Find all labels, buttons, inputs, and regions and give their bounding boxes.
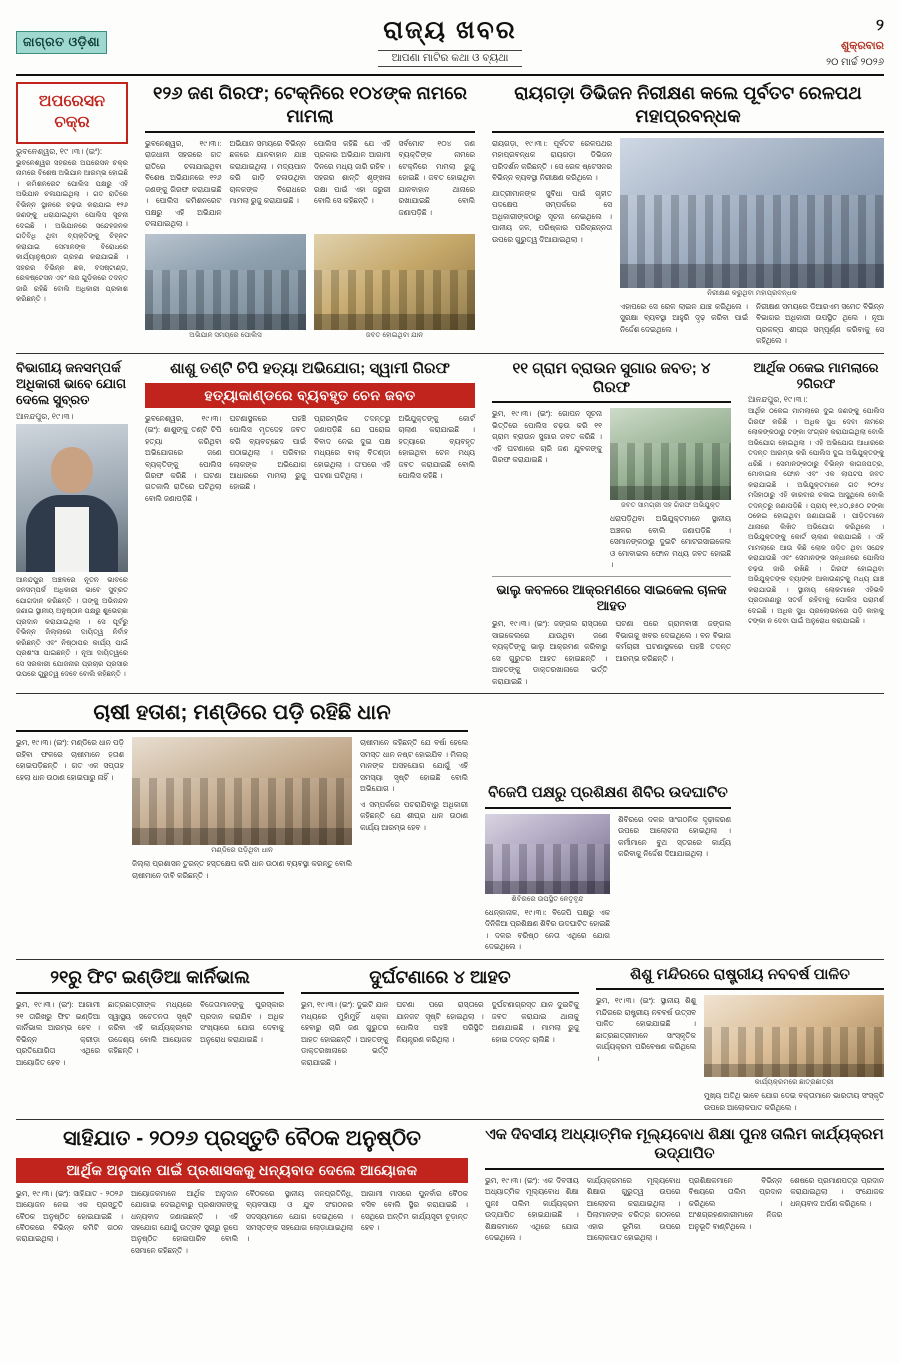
railway-headline: ରାୟଗଡ଼ା ଡିଭିଜନ ନିରୀକ୍ଷଣ କଲେ ପୂର୍ବତଟ ରେଳପଥ ମହାପ୍ରବନ୍ଧକ <box>492 82 884 133</box>
accident-story <box>301 966 579 1068</box>
arrest-col-1: ଭୁବନେଶ୍ୱର, ୧୯।୩।: ରାଜଧାନୀ ସହରରେ ଗତ ରାତିରେ ଚଳାଯାଇଥିବା ବିଶେଷ ଅଭିଯାନରେ ୧୨୬ ଜଣଙ୍କୁ ଗିରଫ କରାଯାଇଛି । ପୋଲିସ କମିଶନରେଟ ପକ୍ଷରୁ ଏହି ଅଭିଯାନ ଚଳାଯାଇଥିଲା । <box>145 139 222 229</box>
arrest-col-4: ସର୍ବମୋଟ ୧୦୪ ଜଣ ବ୍ୟକ୍ତିଙ୍କ ନାମରେ ଟେକ୍ନିରେ ମାମଲା ରୁଜୁ ହୋଇଛି । ଜବତ ହୋଇଥିବା ଯାନବାହାନ ଥାନାରେ ରଖାଯାଇଛି ବୋଲି ଜଣାପଡ଼ିଛି । <box>398 139 475 217</box>
spiritual-training-story <box>485 1126 884 1243</box>
school-col-1: ଭୁମ, ୧୯।୩। (ଇଂ): ସ୍ଥାନୀୟ ଶିଶୁ ମନ୍ଦିରରେ ରାଷ୍ଟ୍ରୀୟ ନବବର୍ଷ ଉତ୍ସବ ପାଳିତ ହୋଇଯାଇଛି । ଛାତ୍ରଛାତ୍ରୀମାନେ ସାଂସ୍କୃତିକ କାର୍ଯ୍ୟକ୍ରମ ପରିବେଷଣ କରିଥିଲେ । <box>596 996 696 1063</box>
pro-photo <box>16 424 128 572</box>
arrest-col-3: ପୋଲିସ କହିଛି ଯେ ଏହି ପ୍ରକାର ଅଭିଯାନ ଆଗାମୀ ଦିନରେ ମଧ୍ୟ ଜାରି ରହିବ । ସହରର ଶାନ୍ତି ଶୃଙ୍ଖଳା ରକ୍ଷା ପାଇଁ ଏହା ଜରୁରୀ ବୋଲି ସେ କହିଛନ୍ତି । <box>314 139 391 206</box>
masthead-right <box>754 14 884 70</box>
railway-col-2: ଯାତ୍ରୀମାନଙ୍କ ସୁବିଧା ପାଇଁ ଗୃହୀତ ପଦକ୍ଷେପ ସମ୍ପର୍କରେ ସେ ଅଧିକାରୀଙ୍କଠାରୁ ସୂଚନା ନେଇଥିଲେ । ପାନୀୟ ଜଳ, ପରିଷ୍କାର ପରିଚ୍ଛନ୍ନତା ଉପରେ ଗୁରୁତ୍ୱ ଦିଆଯାଇଥିଲା । <box>492 188 612 244</box>
spiritual-col-3: ପ୍ରଶିକ୍ଷକମାନେ ବିଭିନ୍ନ ବିଷୟରେ ତାଲିମ ପ୍ରଦାନ କରିଥିଲେ । ଅଂଶଗ୍ରହଣକାରୀମାନେ ନିଜର ଅନୁଭୂତି ବାଣ୍ଟିଥିଲେ । <box>688 1175 783 1231</box>
farmer-col-4: ଏ ସମ୍ପର୍କରେ ପଚରାଯିବାରୁ ଅଧିକାରୀ କହିଛନ୍ତି ଯେ ଶୀଘ୍ର ଧାନ ଉଠାଣ କାର୍ଯ୍ୟ ଆରମ୍ଭ ହେବ । <box>360 799 468 832</box>
murder-col-4: ଅଭିଯୁକ୍ତଙ୍କୁ କୋର୍ଟ ଚାଲାଣ କରାଯାଇଛି । ହତ୍ୟାରେ ବ୍ୟବହୃତ ହୋଇଥିବା ଚେନ ମଧ୍ୟ ଜବତ କରାଯାଇଛି ବୋଲି ପୋଲିସ କହିଛି । <box>398 413 475 480</box>
arrest-photo-2 <box>314 234 475 330</box>
spiritual-col-1: ଭୁମ, ୧୯।୩। (ଇଂ): ଏକ ଦିବସୀୟ ଅଧ୍ୟାତ୍ମିକ ମୂଲ୍ୟବୋଧ ଶିକ୍ଷା ପୁନଃ ତାଲିମ କାର୍ଯ୍ୟକ୍ରମ ଉଦ୍‌ଯାପିତ ହୋଇଯାଇଛି । ଶିକ୍ଷକମାନେ ଏଥିରେ ଯୋଗ ଦେଇଥିଲେ । <box>485 1175 579 1243</box>
spiritual-col-2: କାର୍ଯ୍ୟକ୍ରମରେ ମୂଲ୍ୟବୋଧ ଶିକ୍ଷାର ଗୁରୁତ୍ୱ ଉପରେ ଆଲୋଚନା କରାଯାଇଥିଲା । ପିଲାମାନଙ୍କ ଚରିତ୍ର ଗଠନରେ ଏହାର ଭୂମିକା ଉପରେ ଆଲୋକପାତ ହୋଇଥିଲା । <box>586 1175 681 1243</box>
murder-subhead: ହତ୍ୟାକାଣ୍ଡରେ ବ୍ୟବହୃତ ଚେନ ଜବତ <box>145 383 475 408</box>
school-col-2: ମୁଖ୍ୟ ଅତିଥି ଭାବେ ଯୋଗ ଦେଇ ବକ୍ତାମାନେ ଭାରତୀୟ ସଂସ୍କୃତି ଉପରେ ଆଲୋକପାତ କରିଥିଲେ । <box>704 1091 884 1112</box>
masthead-subtitle: ଆପଣା ମାଟିର କଥା ଓ ବ୍ୟଥା <box>378 50 523 67</box>
spiritual-headline: ଏକ ଦିବସୀୟ ଅଧ୍ୟାତ୍ମିକ ମୂଲ୍ୟବୋଧ ଶିକ୍ଷା ପୁନଃ ତାଲିମ କାର୍ଯ୍ୟକ୍ରମ ଉଦ୍‌ଯାପିତ <box>485 1126 884 1170</box>
arrest-story <box>145 82 475 340</box>
arrest-caption-2: ଜବତ ହୋଇଥିବା ଯାନ <box>365 331 424 339</box>
bjp-col-2: ଶିବିରରେ ଦଳର ସାଂଗଠନିକ ଦୃଢ଼ୀକରଣ ଉପରେ ଆଲୋଚନା ହୋଇଥିଲା । କର୍ମୀମାନେ ବୁଥ ସ୍ତରରେ କାର୍ଯ୍ୟ କରିବାକୁ ନିର୍ଦ୍ଦେଶ ଦିଆଯାଇଥିଲା । <box>618 814 731 859</box>
publication-day: ଶୁକ୍ରବାର <box>841 40 884 53</box>
fit-india-story <box>16 966 284 1068</box>
spiritual-col-4: ଶେଷରେ ପ୍ରମାଣପତ୍ର ପ୍ରଦାନ କରାଯାଇଥିଲା । ସଂଯୋଜକ ଧନ୍ୟବାଦ ଅର୍ପଣ କରିଥିଲେ । <box>790 1175 884 1208</box>
school-headline: ଶିଶୁ ମନ୍ଦିରରେ ରାଷ୍ଟ୍ରୀୟ ନବବର୍ଷ ପାଳିତ <box>596 966 884 991</box>
school-caption: କାର୍ଯ୍ୟକ୍ରମରେ ଛାତ୍ରଛାତ୍ରୀ <box>754 1079 834 1087</box>
operation-chakra-body: ଭୁବନେଶ୍ୱର ସହରରେ ଅପରେସନ ଚକ୍ର ନାମରେ ବିଶେଷ ଅଭିଯାନ ଆରମ୍ଭ ହୋଇଛି । କମିଶନରେଟ ପୋଲିସ ପକ୍ଷରୁ ଏହି ଅଭିଯାନ ଚଳାଯାଇଥିଲା । ଗତ ରାତିରେ ବିଭିନ୍ନ ସ୍ଥାନରେ ଚଢ଼ଉ କରାଯାଇ ୧୨୬ ଜଣଙ୍କୁ ଧରାଯାଇଥିବା ପୋଲିସ ସୂଚନା ଦେଇଛି । ଅଭିଯାନରେ ସନ୍ଦେହଜନକ ଗତିବିଧି ଥିବା ବ୍ୟକ୍ତିଙ୍କୁ ଚିହ୍ନଟ କରାଯାଇ ସେମାନଙ୍କ ବିରୋଧରେ କାର୍ଯ୍ୟାନୁଷ୍ଠାନ ଗ୍ରହଣ କରାଯାଇଛି । ସହରର ବିଭିନ୍ନ ଛକ, ବସଷ୍ଟାଣ୍ଡ, ରେଳଷ୍ଟେସନ ଏବଂ ଲଜ ଗୁଡ଼ିକରେ ତଦନ୍ତ ଜାରି ରହିଛି ବୋଲି ଅଧିକାରୀ ପ୍ରକାଶ କରିଛନ୍ତି । <box>16 159 128 304</box>
school-story <box>596 966 884 1114</box>
railway-col-3: ଏହାପରେ ସେ ରେଳ ଲାଇନ ଯାଞ୍ଚ କରିଥିଲେ । ସୁରକ୍ଷା ବ୍ୟବସ୍ଥା ଆହୁରି ଦୃଢ଼ କରିବା ପାଇଁ ନିର୍ଦ୍ଦେଶ ଦେଇଥିଲେ । <box>620 302 748 334</box>
murder-col-1: ଭୁବନେଶ୍ୱର, ୧୯।୩। (ଇଂ): ଶାଶୁଙ୍କୁ ତଣ୍ଟି ଚିପି ହତ୍ୟା କରିଥିବା ଅଭିଯୋଗରେ ଜଣେ ବ୍ୟକ୍ତିଙ୍କୁ ପୋଲିସ ଗିରଫ କରିଛି । ଘଟଣା ଗତକାଲି ରାତିରେ ଘଟିଥିଲା ବୋଲି ଜଣାପଡ଼ିଛି । <box>145 413 222 503</box>
arrest-headline: ୧୨୬ ଜଣ ଗିରଫ; ଟେକ୍ନିରେ ୧୦୪ଙ୍କ ନାମରେ ମାମଲା <box>145 82 475 133</box>
bear-col-1: ଭୁମ, ୧୯।୩। (ଇଂ): ଜଙ୍ଗଲ ରାସ୍ତାରେ ସାଇକେଲରେ ଯାଉଥିବା ଜଣେ ବ୍ୟକ୍ତିଙ୍କୁ ଭାଲୁ ଆକ୍ରମଣ କରିବାରୁ ସେ ଗୁରୁତର ଆହତ ହୋଇଛନ୍ତି । ଆହତଙ୍କୁ ଡାକ୍ତରଖାନାରେ ଭର୍ତ୍ତି କରାଯାଇଛି । <box>492 619 608 686</box>
fit-india-col-1: ଭୁମ, ୧୯।୩। (ଇଂ): ଆଗାମୀ ୨୧ ତାରିଖରୁ ଫିଟ ଇଣ୍ଡିଆ କାର୍ନିଭାଲ ଆରମ୍ଭ ହେବ । ବିଭିନ୍ନ କ୍ରୀଡ଼ା ପ୍ରତିଯୋଗିତା ଏଥିରେ ଆୟୋଜିତ ହେବ । <box>16 1000 100 1067</box>
finance-headline: ଆର୍ଥିକ ଠକେଇ ମାମଲାରେ ୨ଗିରଫ <box>753 359 879 392</box>
finance-body: ଆର୍ଥିକ ଠକେଇ ମାମଲାରେ ଦୁଇ ଜଣଙ୍କୁ ପୋଲିସ ଗିରଫ କରିଛି । ଅଧିକ ସୁଧ ଦେବା ନାମରେ ଲୋକଙ୍କଠାରୁ ଟଙ୍କା ସଂଗ୍ରହ କରାଯାଇଥିଲା ବୋଲି ଅଭିଯୋଗ ହୋଇଥିଲା । ଏହି ଅଭିଯୋଗ ଆଧାରରେ ତଦନ୍ତ ଆରମ୍ଭ କରି ପୋଲିସ ଦୁଇ ଅଭିଯୁକ୍ତଙ୍କୁ ଧରିଛି । ସେମାନଙ୍କଠାରୁ ବିଭିନ୍ନ କାଗଜପତ୍ର, ମୋବାଇଲ ଫୋନ ଏବଂ ଏକ ଲାପଟପ ଜବତ କରାଯାଇଛି । ଅଭିଯୁକ୍ତମାନେ ଗତ ୨୦୨୪ ମସିହାଠାରୁ ଏହି କାରବାର ଚଳାଇ ଆସୁଥିଲେ ବୋଲି ତଦନ୍ତରୁ ଜଣାପଡ଼ିଛି । ପ୍ରାୟ ୧୧,୪୦,୭୫୦ ଟଙ୍କା ଠକେଇ ହୋଇଥିବା ଜଣାଯାଇଛି । ପୀଡ଼ିତମାନେ ଥାନାରେ ଲିଖିତ ଅଭିଯୋଗ କରିଥିଲେ । ଅଭିଯୁକ୍ତଙ୍କୁ କୋର୍ଟ ଚାଲାଣ କରାଯାଇଛି । ଏହି ମାମଲାରେ ଆଉ କିଛି ଲୋକ ଜଡ଼ିତ ଥିବା ସନ୍ଦେହ କରାଯାଉଛି ଏବଂ ସେମାନଙ୍କ ସନ୍ଧାନରେ ପୋଲିସ ଚଢ଼ଉ ଜାରି ରଖିଛି । ଗିରଫ ହୋଇଥିବା ଅଭିଯୁକ୍ତଙ୍କ ବ୍ୟାଙ୍କ ଆକାଉଣ୍ଟକୁ ମଧ୍ୟ ଯାଞ୍ଚ କରାଯାଉଛି । ସ୍ଥାନୀୟ ଲୋକମାନେ ଏହିଭଳି ପ୍ରତାରଣାରୁ ସତର୍କ ରହିବାକୁ ପୋଲିସ ପରାମର୍ଶ ଦେଇଛି । ଅଧିକ ସୁଧ ପ୍ରଲୋଭନରେ ପଡ଼ି କାହାକୁ ଟଙ୍କା ନ ଦେବା ପାଇଁ ଅନୁରୋଧ କରାଯାଇଛି । <box>748 408 884 626</box>
operation-chakra-byline: ଭୁବନେଶ୍ୱର, ୧୯ ।୩। (ଇଂ): <box>16 146 103 156</box>
murder-headline: ଶାଶୁ ତଣ୍ଟି ଚିପି ହତ୍ୟା ଅଭିଯୋଗ; ସ୍ୱାମୀ ଗିରଫ <box>170 359 450 377</box>
masthead-left <box>16 14 146 70</box>
page-number: ୨ <box>876 17 884 35</box>
bjp-col-1: ଧେନ୍କାନାଳ, ୧୯।୩।: ବିଜେପି ପକ୍ଷରୁ ଏକ ଦିନିକିଆ ପ୍ରଶିକ୍ଷଣ ଶିବିର ଉଦଘାଟିତ ହୋଇଛି । ଦଳର ବରିଷ୍ଠ ନେତା ଏଥିରେ ଯୋଗ ଦେଇଥିଲେ । <box>485 907 610 952</box>
accident-col-3: ଦୁର୍ଘଟଣାଗ୍ରସ୍ତ ଯାନ ଦୁଇଟିକୁ ଜବତ କରାଯାଇ ଥାନାକୁ ଅଣାଯାଇଛି । ମାମଲା ରୁଜୁ ହୋଇ ତଦନ୍ତ ଚାଲିଛି । <box>491 1000 579 1044</box>
masthead <box>16 14 884 76</box>
farmer-col-1: ଭୁମ, ୧୯।୩। (ଇଂ): ମଣ୍ଡିରେ ଧାନ ପଡ଼ି ରହିବା ଫଳରେ ଚାଷୀମାନେ ହତାଶ ହୋଇପଡ଼ିଛନ୍ତି । ଗତ ଏକ ସପ୍ତାହ ହେଲା ଧାନ ଉଠାଣ ହୋଇପାରୁ ନାହିଁ । <box>16 738 124 782</box>
bjp-filler <box>485 700 731 784</box>
arrest-col-2: ଅଭିଯାନ ସମୟରେ ବିଭିନ୍ନ ଛକରେ ଯାନବାହାନ ଯାଞ୍ଚ କରାଯାଇଥିଲା । ମଦ୍ୟପାନ କରି ଗାଡ଼ି ଚଳାଉଥିବା ଚାଳକଙ୍କ ବିରୋଧରେ ମାମଲା ରୁଜୁ କରାଯାଇଛି । <box>229 139 306 206</box>
sahijata-col-2: ଆୟୋଜକମାନେ ଆର୍ଥିକ ଅନୁଦାନ ଯୋଗାଇ ଦେଇଥିବାରୁ ପ୍ରଶାସକଙ୍କୁ ଧନ୍ୟବାଦ ଜଣାଇଛନ୍ତି । ଏହି ସହଯୋଗ ଯୋଗୁଁ ଉତ୍ସବ ସୁଚାରୁ ରୂପେ ଅନୁଷ୍ଠିତ ହୋଇପାରିବ ବୋଲି ସେମାନେ କହିଛନ୍ତି । <box>131 1188 238 1255</box>
operation-chakra-block <box>16 82 128 306</box>
bjp-headline: ବିଜେପି ପକ୍ଷରୁ ପ୍ରଶିକ୍ଷଣ ଶିବିର ଉଦଘାଟିତ <box>485 784 731 809</box>
bjp-story <box>485 700 731 953</box>
publication-logo: ଜାଗ୍ରତ ଓଡ଼ିଶା <box>16 31 107 54</box>
pro-body: ଆନନ୍ଦପୁର ଅଞ୍ଚଳରେ ନୂତନ ଭାବରେ ଜନସମ୍ପର୍କ ଅଧିକାରୀ ଭାବେ ସୁବ୍ରତ ଯୋଗଦାନ କରିଛନ୍ତି । ତାଙ୍କୁ ଅଭିନନ୍ଦନ ଜଣାଇ ସ୍ଥାନୀୟ ଅନୁଷ୍ଠାନ ପକ୍ଷରୁ ଶୁଭେଚ୍ଛା ପ୍ରଦାନ କରାଯାଇଥିଲା । ସେ ପୂର୍ବରୁ ବିଭିନ୍ନ ଜିଲ୍ଲାରେ ଦାୟିତ୍ୱ ନିର୍ବାହ କରିଛନ୍ତି ଏବଂ ନିଷ୍ଠାପର କାର୍ଯ୍ୟ ପାଇଁ ପ୍ରଶଂସା ପାଇଛନ୍ତି । ନୂଆ ଦାୟିତ୍ୱରେ ସେ ସରକାରୀ ଯୋଜନାର ପ୍ରଚାର ପ୍ରସାର ଉପରେ ଗୁରୁତ୍ୱ ଦେବେ ବୋଲି କହିଛନ୍ତି । <box>16 576 128 679</box>
arrest-photo-1 <box>145 234 306 330</box>
sahijata-subhead: ଆର୍ଥିକ ଅନୁଦାନ ପାଇଁ ପ୍ରଶାସକକୁ ଧନ୍ୟବାଦ ଦେଲେ ଆୟୋଜକ <box>16 1158 468 1183</box>
sugar-col-2: ଧରାପଡ଼ିଥିବା ଅଭିଯୁକ୍ତମାନେ ସ୍ଥାନୀୟ ଅଞ୍ଚଳର ବୋଲି ଜଣାପଡ଼ିଛି । ସେମାନଙ୍କଠାରୁ ଦୁଇଟି ମୋଟରସାଇକେଲ ଓ ମୋବାଇଲ ଫୋନ ମଧ୍ୟ ଜବତ ହୋଇଛି । <box>610 514 731 570</box>
railway-col-1: ରାୟଗଡ଼ା, ୧୯।୩।: ପୂର୍ବତଟ ରେଳପଥର ମହାପ୍ରବନ୍ଧକ ରାୟଗଡ଼ା ଡିଭିଜନ ପରିଦର୍ଶନ କରିଛନ୍ତି । ସେ ରେଳ ଷ୍ଟେସନର ବିଭିନ୍ନ ବ୍ୟବସ୍ଥା ନିରୀକ୍ଷଣ କରିଥିଲେ । <box>492 139 612 183</box>
sahijata-story <box>16 1126 468 1256</box>
fit-india-col-2: ଛାତ୍ରଛାତ୍ରୀଙ୍କ ମଧ୍ୟରେ ସ୍ୱାସ୍ଥ୍ୟ ସଚେତନତା ସୃଷ୍ଟି କରିବା ଏହି କାର୍ଯ୍ୟକ୍ରମର ଉଦ୍ଦେଶ୍ୟ ବୋଲି ଆୟୋଜକ କହିଛନ୍ତି । <box>108 1000 192 1056</box>
finance-story <box>748 360 884 628</box>
railway-story <box>492 82 884 347</box>
bear-headline: ଭାଲୁ କବଳରେ ଆକ୍ରମଣରେ ସାଇକେଲ ଚାଳକ ଆହତ <box>496 581 727 613</box>
pro-headline: ବିଭାଗୀୟ ଜନସମ୍ପର୍କ ଅଧିକାରୀ ଭାବେ ଯୋଗ ଦେଲେ ସୁବ୍ରତ <box>16 359 127 408</box>
farmer-caption: ମଣ୍ଡିରେ ପଡ଼ିଥିବା ଧାନ <box>211 847 273 855</box>
sugar-headline: ୧୧ ଗ୍ରାମ ବ୍ରାଉନ ସୁଗାର ଜବତ; ୪ ଗିରଫ <box>492 360 731 404</box>
farmer-col-2: ଚାଷୀମାନେ କହିଛନ୍ତି ଯେ ବର୍ଷା ହେଲେ ସମସ୍ତ ଧାନ ନଷ୍ଟ ହୋଇଯିବ । ମିଲର୍ ମାନଙ୍କ ଅସହଯୋଗ ଯୋଗୁଁ ଏହି ସମସ୍ୟା ସୃଷ୍ଟି ହୋଇଛି ବୋଲି ଅଭିଯୋଗ । <box>360 738 468 794</box>
accident-col-2: ଘଟଣା ପରେ ରାସ୍ତାରେ ଯାନଜଟ ସୃଷ୍ଟି ହୋଇଥିଲା । ପୋଲିସ ପହଞ୍ଚି ପରିସ୍ଥିତି ନିୟନ୍ତ୍ରଣ କରିଥିଲା । <box>396 1000 484 1044</box>
bjp-photo <box>485 814 610 894</box>
railway-caption: ନିରୀକ୍ଷଣ କରୁଥିବା ମହାପ୍ରବନ୍ଧକ <box>707 290 797 297</box>
publication-date: ୨୦ ମାର୍ଚ୍ଚ ୨୦୨୬ <box>826 56 884 68</box>
pro-appointment-story <box>16 360 128 681</box>
bear-col-2: ଘଟଣା ପରେ ଗ୍ରାମବାସୀ ଜଙ୍ଗଲ ବିଭାଗକୁ ଖବର ଦେଇଥିଲେ । ବନ ବିଭାଗ କର୍ମଚାରୀ ଘଟଣାସ୍ଥଳରେ ପହଞ୍ଚି ତଦନ୍ତ ଆରମ୍ଭ କରିଛନ୍ତି । <box>615 619 731 663</box>
farmer-headline: ଚାଷୀ ହତାଶ; ମଣ୍ଡିରେ ପଡ଼ି ରହିଛି ଧାନ <box>16 700 468 732</box>
page-title: ରାଜ୍ୟ ଖବର <box>383 16 517 44</box>
sahijata-headline: ସାହିଯାତ - ୨୦୨୬ ପ୍ରସ୍ତୁତି ବୈଠକ ଅନୁଷ୍ଠିତ <box>62 1127 422 1151</box>
masthead-center <box>146 14 754 70</box>
operation-chakra-title: ଅପରେସନ ଚକ୍ର <box>16 82 128 144</box>
sahijata-col-4: ଆଗାମୀ ମାସରେ ପୁନର୍ବାର ବୈଠକ ବସିବ ବୋଲି ସ୍ଥିର କରାଯାଇଛି । ସେଥିରେ ଅନ୍ତିମ କାର୍ଯ୍ୟସୂଚୀ ଚୂଡ଼ାନ୍ତ ହେବ । <box>361 1188 468 1232</box>
sahijata-col-3: ବୈଠକରେ ସ୍ଥାନୀୟ ଜନପ୍ରତିନିଧି, ବ୍ୟବସାୟୀ ଓ ଯୁବ ସଂଗଠନର ସଦସ୍ୟମାନେ ଯୋଗ ଦେଇଥିଲେ । ସମସ୍ତଙ୍କ ସହଯୋଗ ଲୋଡ଼ାଯାଇଥିଲା । <box>246 1188 353 1244</box>
sugar-caption: ଜବତ ସାମଗ୍ରୀ ସହ ଗିରଫ ଅଭିଯୁକ୍ତ <box>621 502 720 510</box>
murder-col-3: ପ୍ରାରମ୍ଭିକ ତଦନ୍ତରୁ ଜଣାପଡ଼ିଛି ଯେ ଘରୋଇ ବିବାଦ ନେଇ ଦୁଇ ପକ୍ଷ ମଧ୍ୟରେ ବାକ୍ ବିତଣ୍ଡା ହୋଇଥିଲା । ତା'ପରେ ଏହି ଘଟଣା ଘଟିଥିଲା । <box>314 413 391 480</box>
arrest-caption-1: ଅଭିଯାନ ସମୟରେ ପୋଲିସ <box>189 331 262 339</box>
murder-story <box>145 360 475 505</box>
sugar-photo <box>610 408 731 500</box>
farmer-story <box>16 700 468 881</box>
farmer-photo <box>132 737 352 845</box>
school-photo <box>704 995 884 1077</box>
railway-col-4: ନିରୀକ୍ଷଣ ସମୟରେ ଡିଆରଏମ ସମେତ ବିଭିନ୍ନ ବିଭାଗର ଅଧିକାରୀ ଉପସ୍ଥିତ ଥିଲେ । ନୂଆ ପ୍ରକଳ୍ପ ଶୀଘ୍ର ସମ୍ପୂର୍ଣ୍ଣ କରିବାକୁ ସେ କହିଥିଲେ । <box>756 302 884 346</box>
farmer-col-3: ଜିଲ୍ଲା ପ୍ରଶାସନ ତୁରନ୍ତ ହସ୍ତକ୍ଷେପ କରି ଧାନ ଉଠାଣ ବ୍ୟବସ୍ଥା କରନ୍ତୁ ବୋଲି ଚାଷୀମାନେ ଦାବି କରିଛନ୍ତି । <box>132 859 352 880</box>
pro-byline: ଆନନ୍ଦପୁର, ୧୯।୩। <box>16 411 74 421</box>
fit-india-headline: ୨୧ରୁ ଫିଟ ଇଣ୍ଡିଆ କାର୍ନିଭାଲ <box>16 966 284 995</box>
sugar-col-1: ଭୁମ, ୧୯।୩। (ଇଂ): ଗୋପନ ସୂଚନା ଭିତ୍ତିରେ ପୋଲିସ ଚଢ଼ଉ କରି ୧୧ ଗ୍ରାମ ବ୍ରାଉନ ସୁଗାର ଜବତ କରିଛି । ଏହି ଘଟଣାରେ ଚାରି ଜଣ ଯୁବକଙ୍କୁ ଗିରଫ କରାଯାଇଛି । <box>492 409 602 465</box>
murder-col-2: ଘଟଣାସ୍ଥଳରେ ପହଞ୍ଚି ପୋଲିସ ମୃତଦେହ ଜବତ କରି ବ୍ୟବଚ୍ଛେଦ ପାଇଁ ପଠାଇଥିଲା । ପରିବାର ଲୋକଙ୍କ ଅଭିଯୋଗ ଆଧାରରେ ମାମଲା ରୁଜୁ ହୋଇଛି । <box>229 413 306 492</box>
accident-headline: ଦୁର୍ଘଟଣାରେ ୪ ଆହତ <box>301 966 579 995</box>
fit-india-col-3: ବିଜେତାମାନଙ୍କୁ ପୁରସ୍କାର ପ୍ରଦାନ କରାଯିବ । ଅଧିକ ସଂଖ୍ୟାରେ ଯୋଗ ଦେବାକୁ ଅନୁରୋଧ କରାଯାଇଛି । <box>200 1000 284 1044</box>
sahijata-col-1: ଭୁମ, ୧୯।୩। (ଇଂ): ସାହିଯାତ - ୨୦୨୬ ଆୟୋଜନ ନେଇ ଏକ ପ୍ରସ୍ତୁତି ବୈଠକ ଅନୁଷ୍ଠିତ ହୋଇଯାଇଛି । ବୈଠକରେ ବିଭିନ୍ନ କମିଟି ଗଠନ କରାଯାଇଥିଲା । <box>16 1188 123 1244</box>
bjp-caption: ଶିବିରରେ ଉପସ୍ଥିତ ନେତୃବୃନ୍ଦ <box>511 895 584 903</box>
accident-col-1: ଭୁମ, ୧୯।୩। (ଇଂ): ଦୁଇଟି ଯାନ ମଧ୍ୟରେ ମୁହାଁମୁହିଁ ଧକ୍କା ହେବାରୁ ଚାରି ଜଣ ଗୁରୁତର ଆହତ ହୋଇଛନ୍ତି । ଆହତଙ୍କୁ ଡାକ୍ତରଖାନାରେ ଭର୍ତ୍ତି କରାଯାଇଛି । <box>301 1000 389 1067</box>
finance-byline: ଆନନ୍ଦପୁର, ୧୯।୩।: <box>748 395 808 405</box>
railway-photo <box>620 138 884 288</box>
sugar-bear-group <box>492 360 731 687</box>
